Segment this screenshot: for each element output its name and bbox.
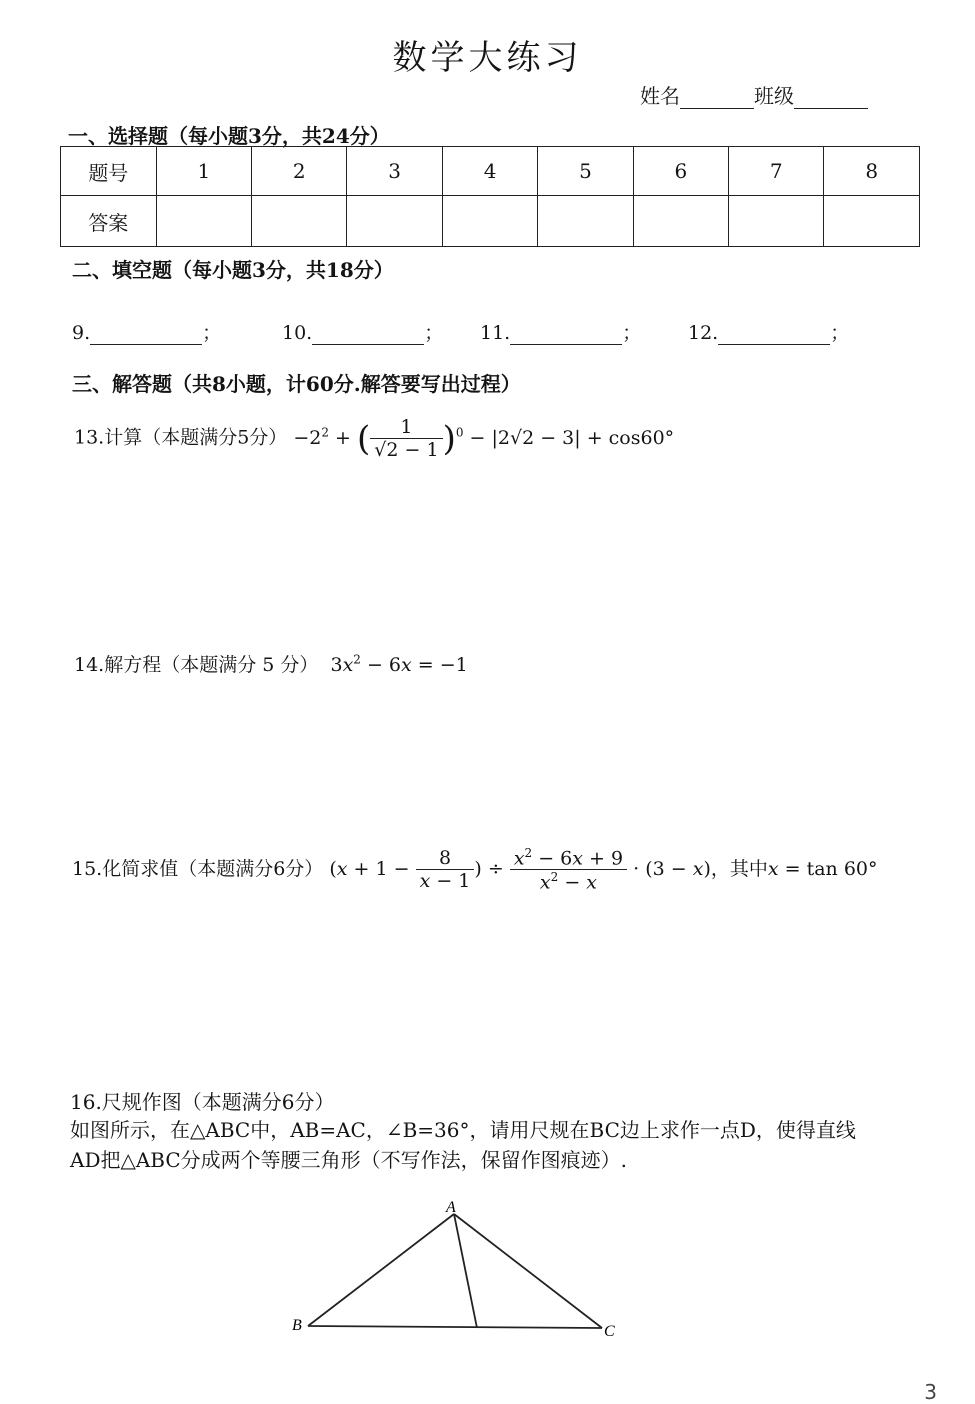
question-13 xyxy=(74,416,674,461)
page-title: 数学大练习 xyxy=(392,38,583,78)
q16-line2: AD把△ABC分成两个等腰三角形（不写作法，保留作图痕迹）. xyxy=(70,1148,628,1172)
question-14 xyxy=(74,650,468,677)
triangle-figure xyxy=(280,1196,630,1346)
answer-blank[interactable] xyxy=(312,324,424,345)
q15-condition-value: x = tan 60° xyxy=(767,857,878,880)
blank-item-10: 10. ； xyxy=(282,322,444,344)
question-number: 6 xyxy=(633,147,728,196)
answer-blank[interactable] xyxy=(90,324,202,345)
answer-cell[interactable] xyxy=(347,196,442,247)
q13-label: 13.计算（本题满分5分） xyxy=(74,426,288,449)
answer-cell[interactable] xyxy=(633,196,728,247)
answer-cell[interactable] xyxy=(729,196,824,247)
question-15 xyxy=(72,846,878,894)
answer-cell[interactable] xyxy=(824,196,920,247)
q14-label: 14.解方程（本题满分 5 分） xyxy=(74,654,319,676)
question-number: 2 xyxy=(252,147,347,196)
q16-label: 16.尺规作图（本题满分6分） xyxy=(70,1090,335,1114)
q15-expression: (x + 1 − $\frac{8}{x - 1}$ ) ÷ $\frac{x^2 - 6x + 9}{x^2 - x}$ · (3 − x) xyxy=(329,846,711,894)
question-number: 1 xyxy=(156,147,251,196)
class-blank[interactable] xyxy=(794,88,868,109)
question-number: 8 xyxy=(824,147,920,196)
student-info xyxy=(640,80,868,109)
question-number: 5 xyxy=(538,147,633,196)
vertex-b-label: B xyxy=(292,1317,302,1334)
vertex-c-label: C xyxy=(604,1323,615,1340)
vertex-a-label: A xyxy=(446,1199,456,1216)
class-label: 班级 xyxy=(754,84,794,108)
question-number: 3 xyxy=(347,147,442,196)
row-label-answer: 答案 xyxy=(61,196,157,247)
q16-line1: 如图所示，在△ABC中，AB=AC，∠B=36°，请用尺规在BC边上求作一点D，使得直线 xyxy=(70,1118,856,1142)
side-bc xyxy=(308,1326,602,1328)
section2-heading: 二、填空题（每小题3分，共18分） xyxy=(72,258,394,282)
name-label: 姓名 xyxy=(640,84,680,108)
answer-cell[interactable] xyxy=(538,196,633,247)
q15-condition-label: ，其中 xyxy=(710,857,768,880)
blank-item-11: 11. ； xyxy=(480,322,642,344)
answer-cell[interactable] xyxy=(442,196,537,247)
segment-ad xyxy=(454,1214,477,1328)
answer-blank[interactable] xyxy=(510,324,622,345)
side-ac xyxy=(454,1214,602,1328)
q13-expression: $-2^2$ + ( $\frac{1}{√2 - 1}$ )$^0$ − |2√2 − 3| + cos60° xyxy=(293,416,675,461)
row-label-number: 题号 xyxy=(61,147,157,196)
blank-item-12: 12. ； xyxy=(688,322,850,344)
page-number: 3 xyxy=(924,1380,937,1404)
question-number: 4 xyxy=(442,147,537,196)
side-ab xyxy=(308,1214,454,1326)
question-number: 7 xyxy=(729,147,824,196)
section3-heading: 三、解答题（共8小题，计60分.解答要写出过程） xyxy=(72,372,521,396)
blank-item-9: 9. ； xyxy=(72,322,222,344)
answer-cell[interactable] xyxy=(156,196,251,247)
answer-cell[interactable] xyxy=(252,196,347,247)
answer-table xyxy=(60,146,920,247)
section1-heading: 一、选择题（每小题3分，共24分） xyxy=(68,124,390,148)
answer-blank[interactable] xyxy=(718,324,830,345)
name-blank[interactable] xyxy=(680,88,754,109)
q14-equation: $3x^2 - 6x = -1$ xyxy=(324,652,468,676)
q15-label: 15.化简求值（本题满分6分） xyxy=(72,857,324,880)
